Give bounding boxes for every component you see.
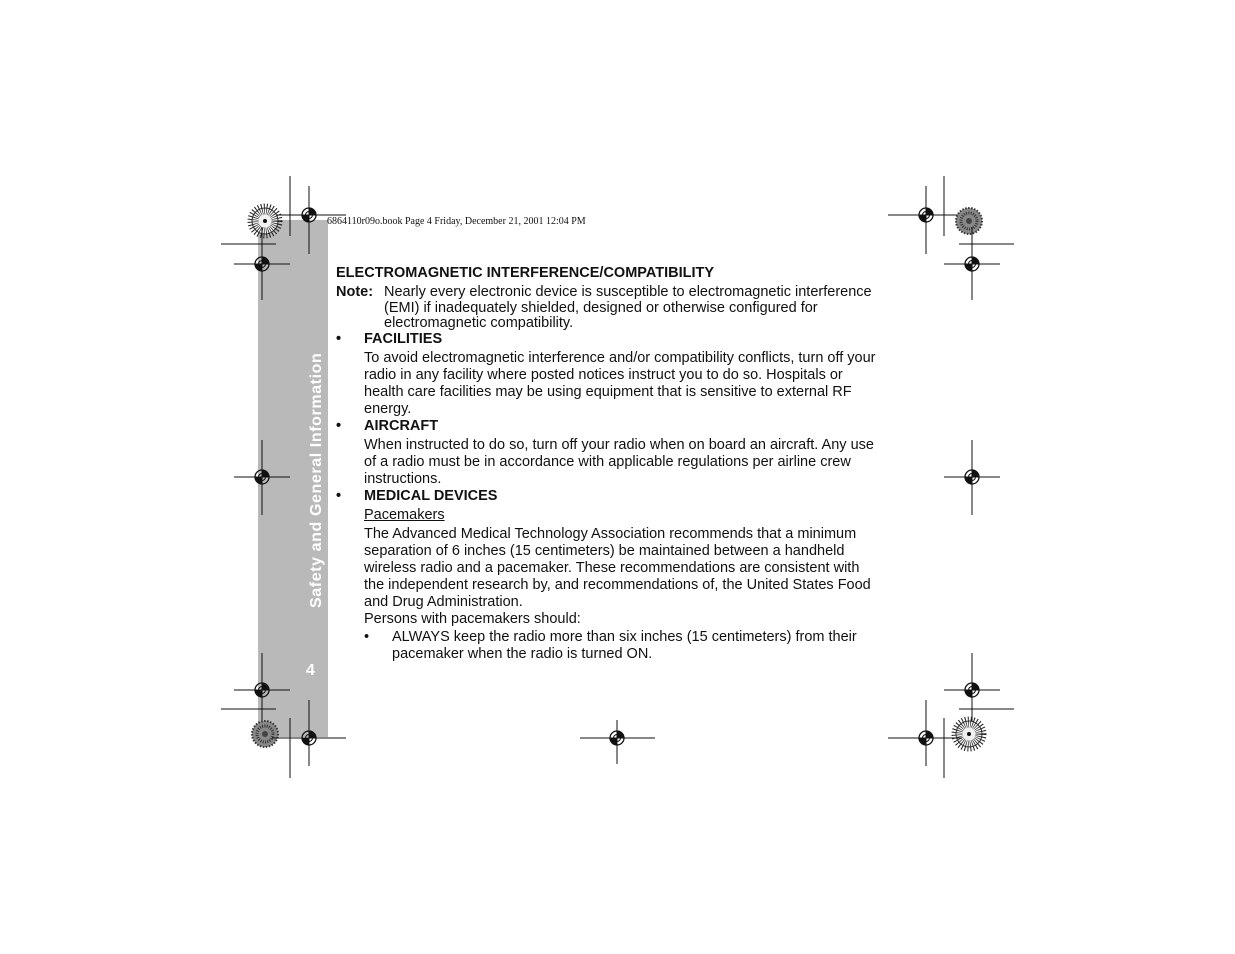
sub-bullet: • xyxy=(364,629,370,645)
sidebar-section-title: Safety and General Information xyxy=(308,352,325,608)
medical-line: The Advanced Medical Technology Association recommends that a minimum xyxy=(364,526,857,542)
aircraft-title: AIRCRAFT xyxy=(364,418,439,434)
bullet: • xyxy=(336,418,342,434)
print-header: 6864110r09o.book Page 4 Friday, December 21, 2001 12:04 PM xyxy=(327,216,586,227)
medical-line: Persons with pacemakers should: xyxy=(364,611,581,627)
facilities-line: To avoid electromagnetic interference and/or compatibility conflicts, turn off your xyxy=(364,350,876,366)
facilities-line: health care facilities may be using equipment that is sensitive to external RF xyxy=(364,384,852,400)
bullet: • xyxy=(336,488,342,504)
aircraft-line: instructions. xyxy=(364,471,442,487)
note-line: Nearly every electronic device is susceptible to electromagnetic interference xyxy=(384,284,872,300)
medical-line: separation of 6 inches (15 centimeters) be maintained between a handheld xyxy=(364,543,845,559)
note-label: Note: xyxy=(336,284,374,300)
section-heading: ELECTROMAGNETIC INTERFERENCE/COMPATIBILITY xyxy=(336,265,715,281)
medical-line: and Drug Administration. xyxy=(364,594,523,610)
sub-bullet-line: ALWAYS keep the radio more than six inches (15 centimeters) from their xyxy=(392,629,857,645)
medical-line: the independent research by, and recommendations of, the United States Food xyxy=(364,577,871,593)
medical-line: wireless radio and a pacemaker. These recommendations are consistent with xyxy=(364,560,860,576)
medical-devices-title: MEDICAL DEVICES xyxy=(364,488,498,504)
pacemakers-subheading: Pacemakers xyxy=(364,507,445,523)
note-line: (EMI) if inadequately shielded, designed or otherwise configured for xyxy=(384,300,818,316)
sub-bullet-line: pacemaker when the radio is turned ON. xyxy=(392,646,653,662)
page-number: 4 xyxy=(306,662,315,679)
facilities-line: energy. xyxy=(364,401,412,417)
bullet: • xyxy=(336,331,342,347)
note-line: electromagnetic compatibility. xyxy=(384,315,574,331)
facilities-title: FACILITIES xyxy=(364,331,443,347)
facilities-line: radio in any facility where posted notices instruct you to do so. Hospitals or xyxy=(364,367,843,383)
aircraft-line: of a radio must be in accordance with applicable regulations per airline crew xyxy=(364,454,851,470)
aircraft-line: When instructed to do so, turn off your radio when on board an aircraft. Any use xyxy=(364,437,874,453)
